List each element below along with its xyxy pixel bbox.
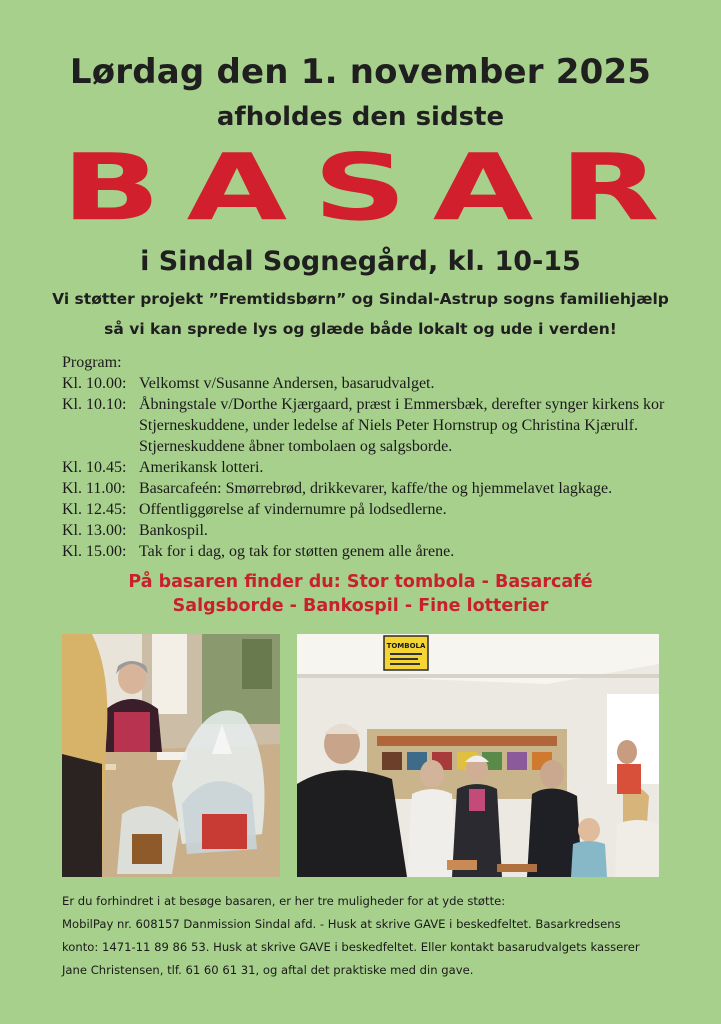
sub-headline: afholdes den sidste	[216, 102, 505, 132]
program-time: Kl. 15.00:	[62, 543, 127, 560]
highlight-line-2: Salgsborde - Bankospil - Fine lotterier	[172, 596, 549, 616]
date-headline: Lørdag den 1. november 2025	[69, 52, 652, 92]
program-text: Velkomst v/Susanne Andersen, basarudvalget.	[139, 375, 435, 392]
program-item	[62, 394, 682, 457]
footer-line-4: Jane Christensen, tlf. 61 60 61 31, og aftal det praktiske med din gave.	[62, 963, 474, 977]
program-text: Amerikansk lotteri.	[139, 459, 264, 476]
footer-line-3: konto: 1471-11 89 86 53. Husk at skrive GAVE i beskedfeltet. Eller kontakt basarudvalgets kasserer	[62, 940, 640, 954]
tombola-sign-text: TOMBOLA	[386, 642, 426, 650]
program-list	[62, 352, 682, 562]
program-time: Kl. 10.45:	[62, 459, 127, 476]
program-heading: Program:	[62, 354, 122, 371]
photo-cafe-table-illustration	[62, 634, 280, 877]
footer-donation-info	[62, 890, 662, 982]
program-text: Åbningstale v/Dorthe Kjærgaard, præst i Emmersbæk, derefter synger kirkens kor Stjerneskuddene, under ledelse af Niels Peter Hornstrup og Christina Kjærulf. Stjerneskuddene åbner tombolaen og salgsborde.	[139, 396, 665, 455]
program-item	[62, 541, 682, 562]
footer-line-2: MobilPay nr. 608157 Danmission Sindal afd. - Husk at skrive GAVE i beskedfeltet. Basarkredsens	[62, 917, 621, 931]
support-text-line-2: så vi kan sprede lys og glæde både lokalt og ude i verden!	[104, 320, 617, 338]
highlight-line-1: På basaren finder du: Stor tombola - Basarcafé	[128, 572, 593, 592]
program-time: Kl. 10.10:	[62, 396, 127, 413]
program-item	[62, 373, 682, 394]
photo-cafe-table	[62, 634, 280, 877]
program-item	[62, 457, 682, 478]
program-text: Basarcafeén: Smørrebrød, drikkevarer, kaffe/the og hjemmelavet lagkage.	[139, 480, 613, 497]
program-text: Tak for i dag, og tak for støtten genem alle årene.	[139, 543, 455, 560]
program-item	[62, 499, 682, 520]
program-time: Kl. 13.00:	[62, 522, 127, 539]
program-time: Kl. 12.45:	[62, 501, 127, 518]
photo-tombola-crowd	[297, 634, 659, 877]
program-text: Offentliggørelse af vindernumre på lodsedlerne.	[139, 501, 447, 518]
photo-tombola-illustration	[297, 634, 659, 877]
location-headline: i Sindal Sognegård, kl. 10-15	[140, 246, 581, 277]
footer-line-1: Er du forhindret i at besøge basaren, er her tre muligheder for at yde støtte:	[62, 894, 506, 908]
basar-title: BASAR	[61, 133, 686, 242]
program-text: Bankospil.	[139, 522, 208, 539]
support-text-line-1: Vi støtter projekt ”Fremtidsbørn” og Sindal-Astrup sogns familiehjælp	[52, 290, 669, 308]
program-item	[62, 520, 682, 541]
program-time: Kl. 10.00:	[62, 375, 127, 392]
program-time: Kl. 11.00:	[62, 480, 126, 497]
program-item	[62, 478, 682, 499]
